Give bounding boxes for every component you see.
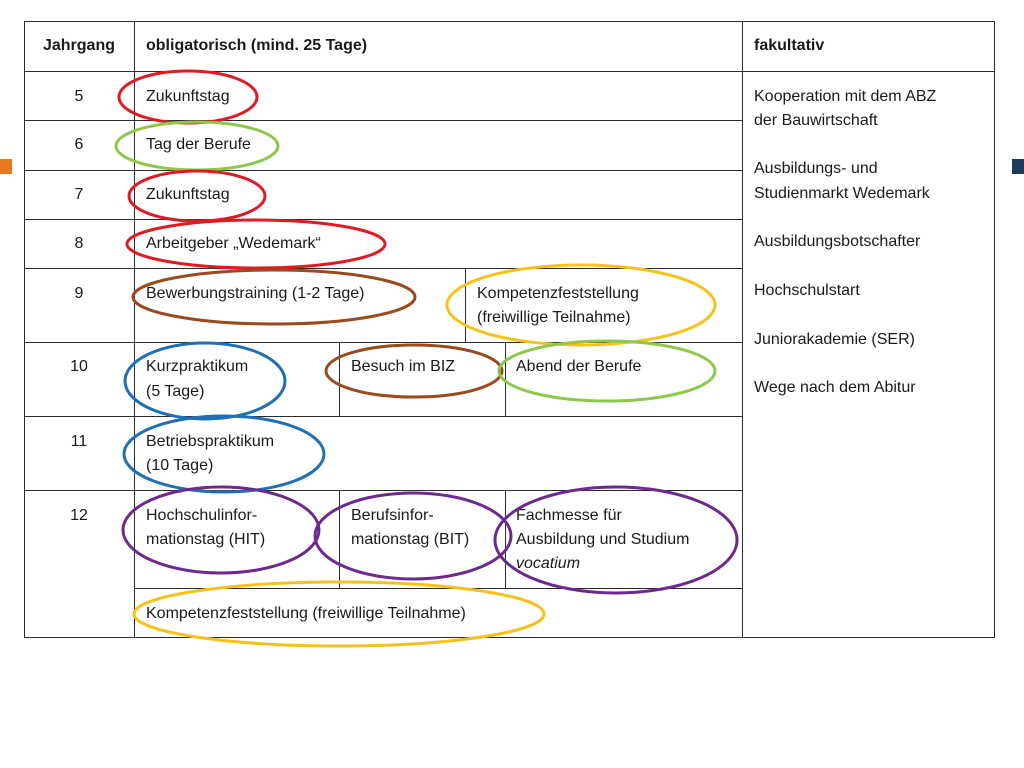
left-orange-marker (0, 159, 12, 174)
year-12: 12 (70, 507, 88, 524)
optional-item-hochschulstart: Hochschulstart (754, 282, 860, 299)
optional-item-markt-line1: Ausbildungs- und (754, 160, 878, 177)
year-7: 7 (74, 186, 84, 203)
mandatory-y5: Zukunftstag (146, 88, 230, 105)
year-9: 9 (74, 285, 84, 302)
header-optional: fakultativ (754, 37, 825, 54)
optional-item-abz-line2: der Bauwirtschaft (754, 112, 878, 129)
mandatory-y10-kurzpraktikum-line2: (5 Tage) (146, 383, 205, 400)
optional-item-wege-abitur: Wege nach dem Abitur (754, 379, 916, 396)
mandatory-y12-hit-line1: Hochschulinfor- (146, 507, 258, 524)
mandatory-y10-biz: Besuch im BIZ (351, 358, 456, 375)
mandatory-y11-line1: Betriebspraktikum (146, 433, 275, 450)
optional-item-markt-line2: Studienmarkt Wedemark (754, 185, 930, 202)
year-10: 10 (70, 358, 88, 375)
mandatory-y9-kompetenz-line2: (freiwillige Teilnahme) (477, 309, 631, 326)
optional-item-juniorakademie: Juniorakademie (SER) (754, 331, 915, 348)
mandatory-y12-fachmesse-line2: Ausbildung und Studium (516, 531, 690, 548)
year-6: 6 (74, 136, 84, 153)
mandatory-y11-line2: (10 Tage) (146, 457, 214, 474)
mandatory-y8: Arbeitgeber „Wedemark“ (146, 235, 321, 252)
mandatory-y12-bit-line2: mationstag (BIT) (351, 531, 470, 548)
mandatory-y12-kompetenz: Kompetenzfeststellung (freiwillige Teilnahme) (146, 605, 466, 622)
optional-item-abz-line1: Kooperation mit dem ABZ (754, 88, 937, 105)
optional-item-botschafter: Ausbildungsbotschafter (754, 233, 921, 250)
mandatory-y12-fachmesse-line1: Fachmesse für (516, 507, 622, 524)
header-mandatory: obligatorisch (mind. 25 Tage) (146, 37, 368, 54)
year-11: 11 (70, 433, 88, 450)
header-year: Jahrgang (42, 37, 115, 54)
mandatory-y10-kurzpraktikum-line1: Kurzpraktikum (146, 358, 249, 375)
mandatory-y7: Zukunftstag (146, 186, 230, 203)
mandatory-y12-bit-line1: Berufsinfor- (351, 507, 434, 524)
mandatory-y12-hit-line2: mationstag (HIT) (146, 531, 266, 548)
mandatory-y6: Tag der Berufe (146, 136, 251, 153)
mandatory-y9-bewerbungstraining: Bewerbungstraining (1-2 Tage) (146, 285, 365, 302)
mandatory-y12-fachmesse-line3: vocatium (516, 555, 581, 572)
year-5: 5 (74, 88, 84, 105)
year-8: 8 (74, 235, 84, 252)
mandatory-y10-abend: Abend der Berufe (516, 358, 642, 375)
mandatory-y9-kompetenz-line1: Kompetenzfeststellung (477, 285, 639, 302)
right-navy-marker (1012, 159, 1024, 174)
